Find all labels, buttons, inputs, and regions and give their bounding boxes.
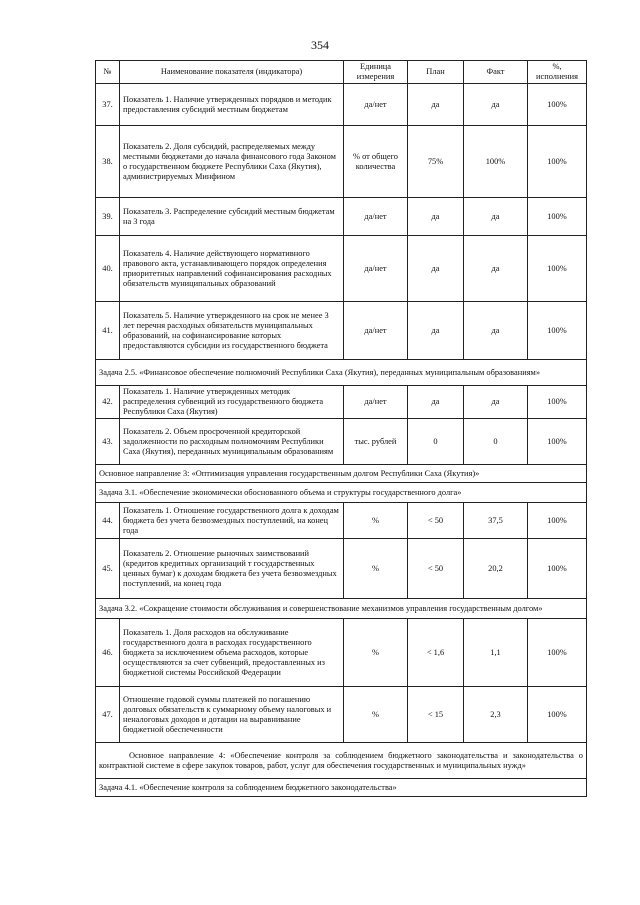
indicator-name: Отношение годовой суммы платежей по погашению долговых обязательств к суммарному объему налоговых и неналоговых доходов и дотации на выравнивание бюджетной обеспеченности — [120, 687, 344, 743]
row-number: 46. — [96, 619, 120, 687]
section-row — [96, 483, 587, 503]
table-row — [96, 619, 587, 687]
table-row — [96, 198, 587, 236]
fact-cell: да — [464, 302, 528, 360]
unit-cell: да/нет — [344, 84, 408, 126]
plan-cell: 75% — [408, 126, 464, 198]
fact-cell: 1,1 — [464, 619, 528, 687]
column-header: Единица измерения — [344, 61, 408, 84]
row-number: 41. — [96, 302, 120, 360]
plan-cell: < 1,6 — [408, 619, 464, 687]
percent-cell: 100% — [528, 84, 587, 126]
indicator-name: Показатель 1. Отношение государственного долга к доходам бюджета без учета безвозмездных поступлений, на конец года — [120, 503, 344, 539]
table-row — [96, 126, 587, 198]
percent-cell: 100% — [528, 687, 587, 743]
indicator-name: Показатель 2. Отношение рыночных заимствований (кредитов кредитных организаций т государственных ценных бумаг) к доходам бюджета без учета безвозмездных поступлений, на конец года — [120, 539, 344, 599]
table-row — [96, 503, 587, 539]
indicator-name: Показатель 1. Наличие утвержденных методик распределения субвенций из государственного бюджета Республики Саха (Якутия) — [120, 386, 344, 419]
unit-cell: % — [344, 619, 408, 687]
row-number: 37. — [96, 84, 120, 126]
plan-cell: < 15 — [408, 687, 464, 743]
unit-cell: % — [344, 539, 408, 599]
column-header: %, исполнения — [528, 61, 587, 84]
plan-cell: да — [408, 386, 464, 419]
row-number: 39. — [96, 198, 120, 236]
table-row — [96, 236, 587, 302]
section-title: Задача 4.1. «Обеспечение контроля за соблюдением бюджетного законодательства» — [96, 779, 587, 797]
section-title: Задача 3.1. «Обеспечение экономически обоснованного объема и структуры государственного долга» — [96, 483, 587, 503]
fact-cell: 37,5 — [464, 503, 528, 539]
row-number: 38. — [96, 126, 120, 198]
page-number: 354 — [311, 38, 329, 52]
plan-cell: да — [408, 84, 464, 126]
percent-cell: 100% — [528, 619, 587, 687]
unit-cell: да/нет — [344, 236, 408, 302]
percent-cell: 100% — [528, 236, 587, 302]
table-row — [96, 302, 587, 360]
section-title: Задача 2.5. «Финансовое обеспечение полномочий Республики Саха (Якутия), переданных муниципальным образованиям» — [96, 360, 587, 386]
plan-cell: 0 — [408, 419, 464, 465]
section-row — [96, 360, 587, 386]
plan-cell: да — [408, 198, 464, 236]
plan-cell: да — [408, 302, 464, 360]
unit-cell: % — [344, 687, 408, 743]
section-row — [96, 465, 587, 483]
row-number: 44. — [96, 503, 120, 539]
table-row — [96, 84, 587, 126]
row-number: 47. — [96, 687, 120, 743]
table-row — [96, 386, 587, 419]
row-number: 40. — [96, 236, 120, 302]
indicator-name: Показатель 2. Доля субсидий, распределяемых между местными бюджетами до начала финансового года Законом о государственном бюджете Республики Саха (Якутия), администрируемых Минфином — [120, 126, 344, 198]
plan-cell: < 50 — [408, 503, 464, 539]
indicator-name: Показатель 1. Наличие утвержденных порядков и методик предоставления субсидий местным бюджетам — [120, 84, 344, 126]
column-header: План — [408, 61, 464, 84]
percent-cell: 100% — [528, 198, 587, 236]
plan-cell: < 50 — [408, 539, 464, 599]
section-row — [96, 743, 587, 779]
percent-cell: 100% — [528, 419, 587, 465]
unit-cell: да/нет — [344, 198, 408, 236]
section-title: Основное направление 4: «Обеспечение контроля за соблюдением бюджетного законодательства и законодательства о контрактной системе в сфере закупок товаров, работ, услуг для обеспечения государственных и муниципальных нужд» — [96, 743, 587, 779]
indicator-name: Показатель 2. Объем просроченной кредиторской задолженности по расходным полномочиям Республики Саха (Якутия), переданных муниципальным образованиям — [120, 419, 344, 465]
section-row — [96, 779, 587, 797]
percent-cell: 100% — [528, 539, 587, 599]
row-number: 43. — [96, 419, 120, 465]
indicators-table — [95, 60, 587, 797]
fact-cell: 100% — [464, 126, 528, 198]
percent-cell: 100% — [528, 126, 587, 198]
unit-cell: тыс. рублей — [344, 419, 408, 465]
fact-cell: да — [464, 236, 528, 302]
column-header: Факт — [464, 61, 528, 84]
unit-cell: % — [344, 503, 408, 539]
percent-cell: 100% — [528, 386, 587, 419]
fact-cell: да — [464, 386, 528, 419]
section-title: Задача 3.2. «Сокращение стоимости обслуживания и совершенствование механизмов управления государственным долгом» — [96, 599, 587, 619]
percent-cell: 100% — [528, 503, 587, 539]
row-number: 45. — [96, 539, 120, 599]
table-row — [96, 687, 587, 743]
fact-cell: 2,3 — [464, 687, 528, 743]
fact-cell: 20,2 — [464, 539, 528, 599]
unit-cell: да/нет — [344, 386, 408, 419]
section-row — [96, 599, 587, 619]
table-row — [96, 539, 587, 599]
indicator-name: Показатель 5. Наличие утвержденного на срок не менее 3 лет перечня расходных обязательств муниципальных образований, на софинансирование которых предоставляются субсидии из государственного бюджета — [120, 302, 344, 360]
indicator-name: Показатель 3. Распределение субсидий местным бюджетам на 3 года — [120, 198, 344, 236]
fact-cell: да — [464, 198, 528, 236]
fact-cell: да — [464, 84, 528, 126]
section-title: Основное направление 3: «Оптимизация управления государственным долгом Республики Саха (Якутия)» — [96, 465, 587, 483]
percent-cell: 100% — [528, 302, 587, 360]
plan-cell: да — [408, 236, 464, 302]
row-number: 42. — [96, 386, 120, 419]
table-row — [96, 419, 587, 465]
indicator-name: Показатель 1. Доля расходов на обслуживание государственного долга в расходах государственного бюджета за исключением объема расходов, которые осуществляются за счет субвенций, предоставленных из бюджетной системы Российской Федерации — [120, 619, 344, 687]
indicator-name: Показатель 4. Наличие действующего нормативного правового акта, устанавливающего порядок определения приоритетных направлений софинансирования расходных обязательств муниципальных образований — [120, 236, 344, 302]
unit-cell: да/нет — [344, 302, 408, 360]
column-header: № — [96, 61, 120, 84]
fact-cell: 0 — [464, 419, 528, 465]
table-header-row — [96, 61, 587, 84]
column-header: Наименование показателя (индикатора) — [120, 61, 344, 84]
unit-cell: % от общего количества — [344, 126, 408, 198]
